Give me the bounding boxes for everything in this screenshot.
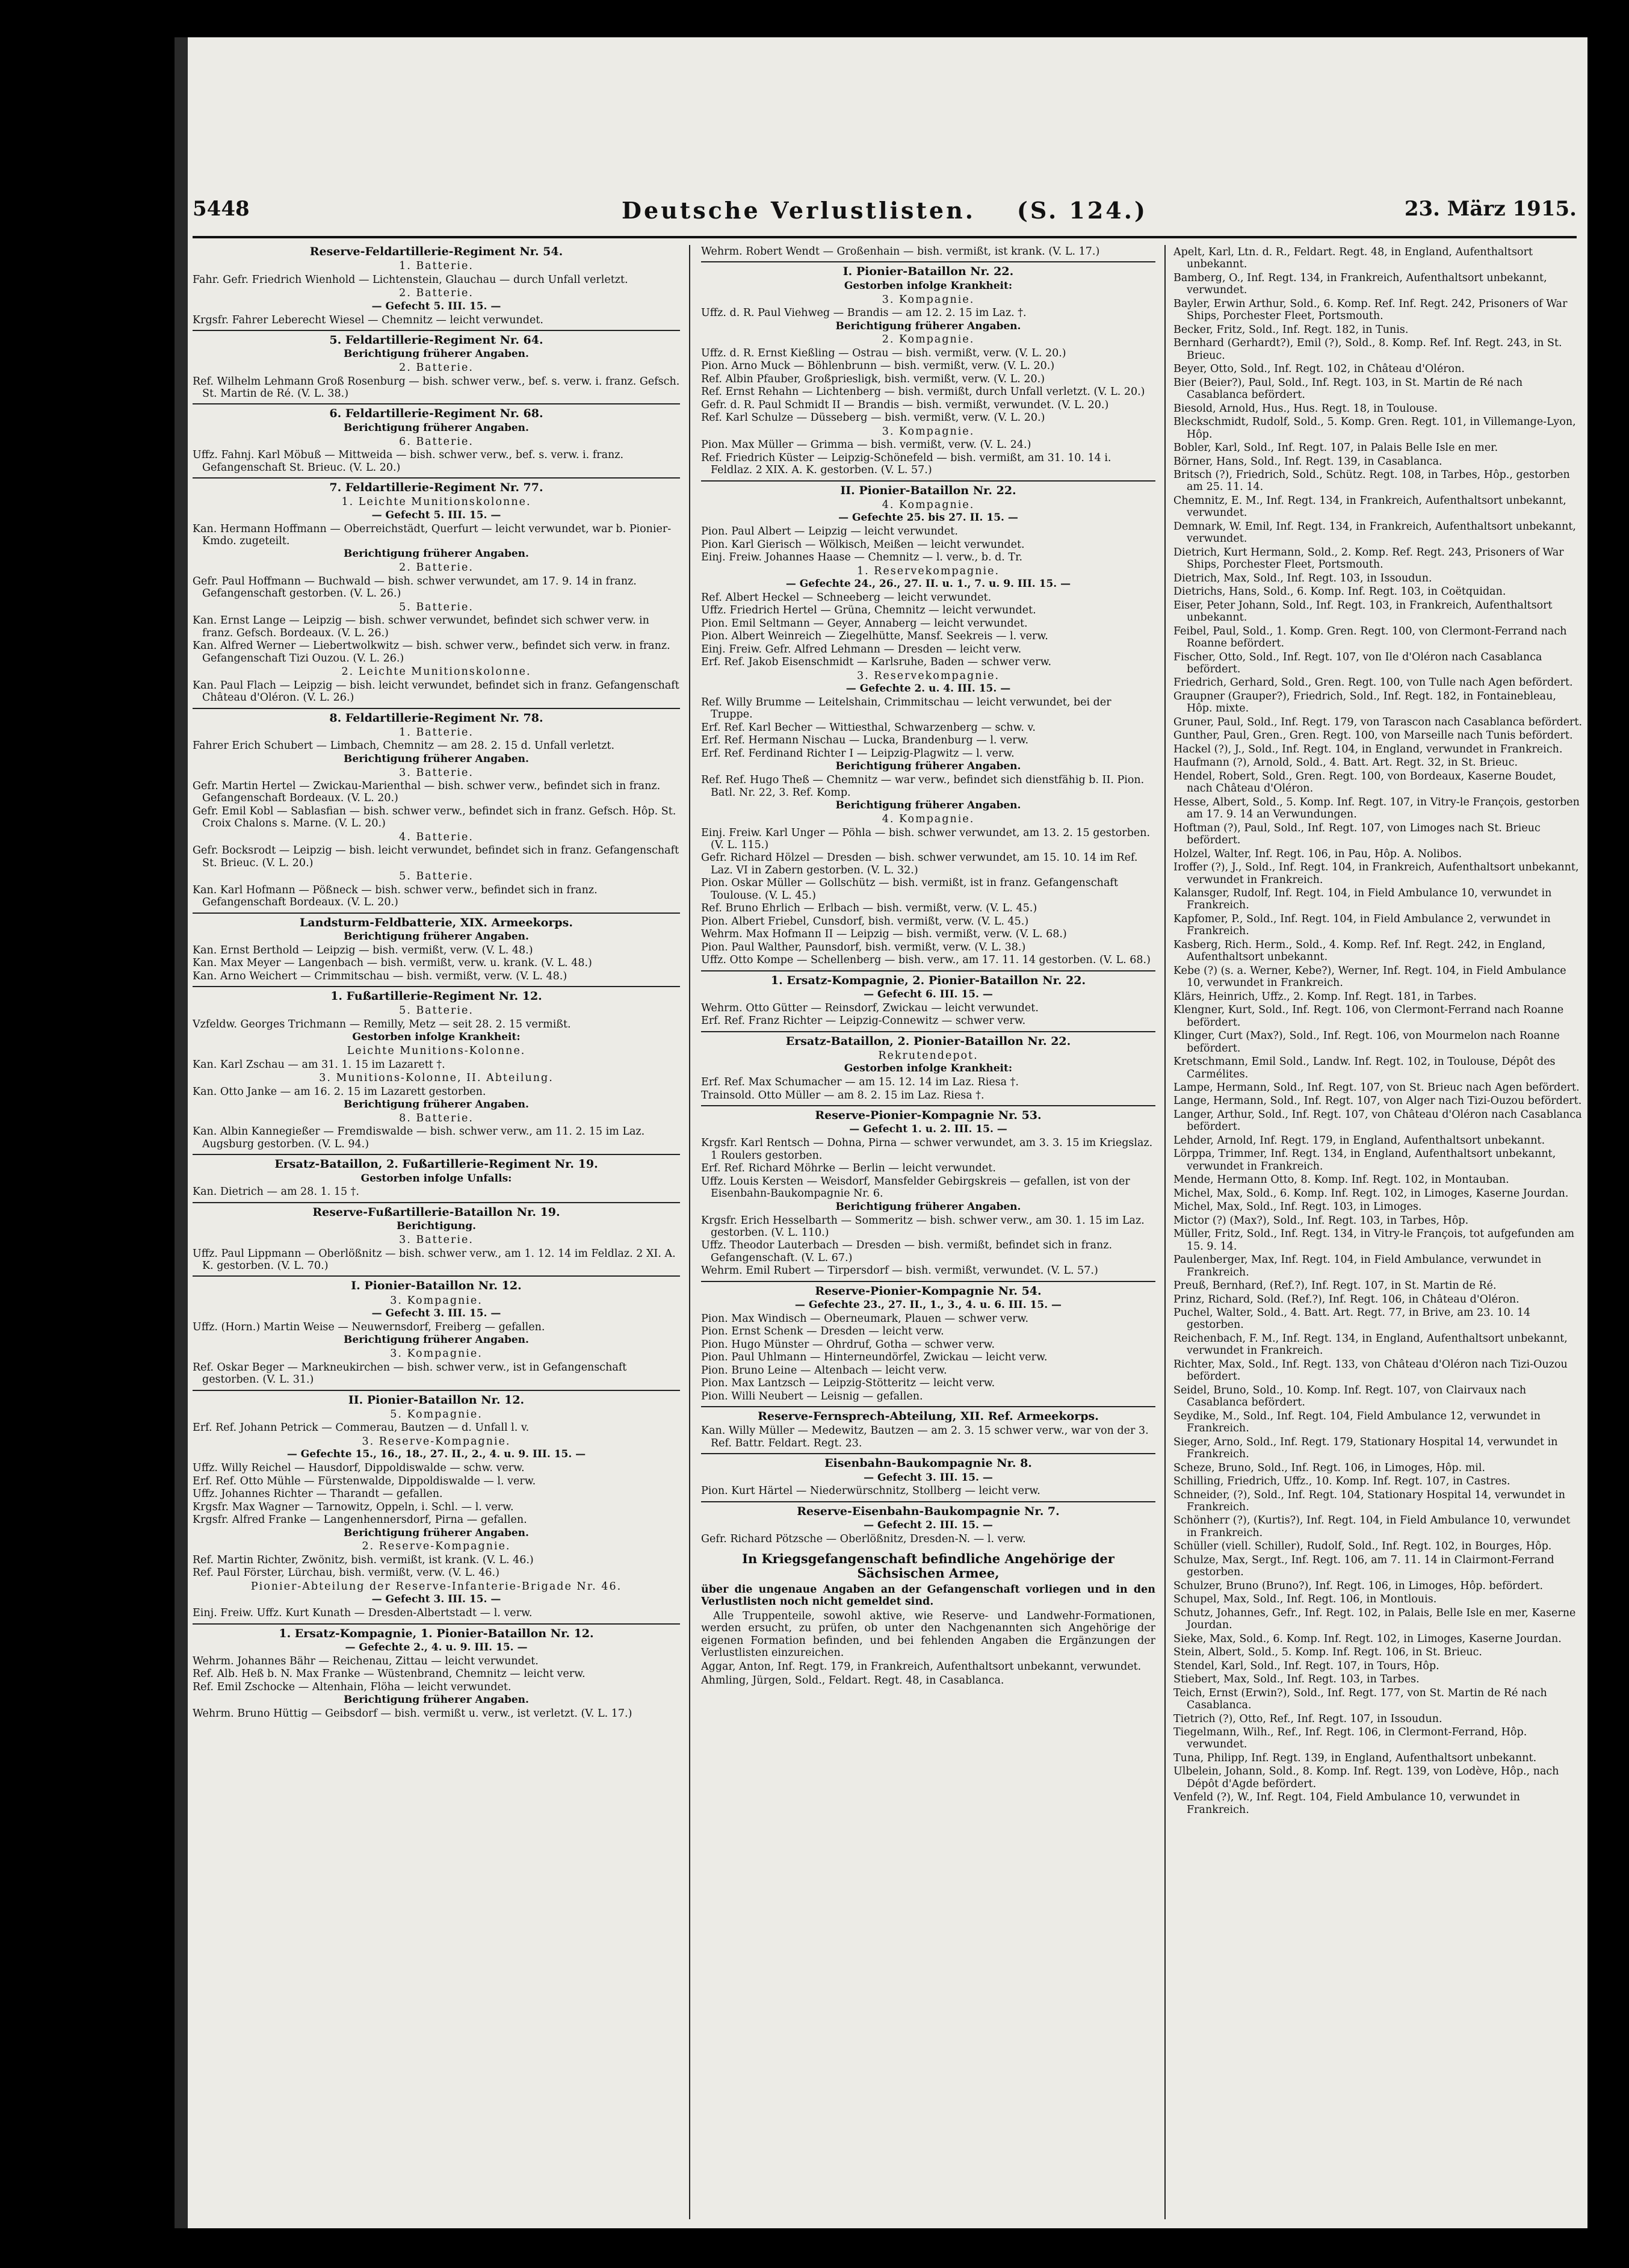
casualty-entry: Kan. Arno Weichert — Crimmitschau — bish. vermißt, verw. (V. L. 48.) — [193, 970, 567, 982]
casualty-entry: Gefr. Richard Hölzel — Dresden — bish. schwer verwundet, am 15. 10. 14 im Ref. Laz. VI in Zabern gestorben. (V. L. 32.) — [701, 852, 1138, 876]
subheading: Berichtigung früherer Angaben. — [344, 1334, 529, 1346]
casualty-entry: Vzfeldw. Georges Trichmann — Remilly, Metz — seit 28. 2. 15 vermißt. — [193, 1018, 571, 1030]
list-item: Scheze, Bruno, Sold., Inf. Regt. 106, in Limoges, Hôp. mil. — [1173, 1461, 1486, 1474]
casualty-entry: Uffz. Theodor Lauterbach — Dresden — bish. vermißt, befindet sich in franz. Gefangenschaft. (V. L. 67.) — [701, 1239, 1113, 1264]
list-item: Bleckschmidt, Rudolf, Sold., 5. Komp. Gren. Regt. 101, in Villemange-Lyon, Hôp. — [1173, 416, 1576, 441]
list-item: Kebe (?) (s. a. Werner, Kebe?), Werner, Inf. Regt. 104, in Field Ambulance 10, verwundet in Frankreich. — [1173, 964, 1566, 990]
unit-heading: Ersatz-Bataillon, 2. Fußartillerie-Regiment Nr. 19. — [193, 1154, 680, 1171]
subheading: Berichtigung früherer Angaben. — [344, 752, 529, 765]
casualty-entry: Ref. Martin Richter, Zwönitz, bish. vermißt, ist krank. (V. L. 46.) — [193, 1554, 534, 1566]
subunit-label: 5. Batterie. — [399, 1005, 474, 1017]
unit-heading: Reserve-Pionier-Kompagnie Nr. 53. — [701, 1105, 1155, 1122]
subheading: — Gefechte 2., 4. u. 9. III. 15. — — [345, 1641, 528, 1653]
list-item: Lörppa, Trimmer, Inf. Regt. 134, in England, Aufenthaltsort unbekannt, verwundet in Frankreich. — [1173, 1148, 1556, 1173]
subunit-label: 2. Kompagnie. — [882, 333, 975, 346]
casualty-entry: Uffz. Johannes Richter — Tharandt — gefallen. — [193, 1488, 443, 1501]
subunit-label: 2. Batterie. — [399, 362, 474, 374]
casualty-entry: Wehrm. Bruno Hüttig — Geibsdorf — bish. vermißt u. verw., ist verletzt. (V. L. 17.) — [193, 1708, 632, 1720]
subunit-label: 1. Batterie. — [399, 726, 474, 739]
list-item: Stendel, Karl, Sold., Inf. Regt. 107, in Tours, Hôp. — [1173, 1659, 1439, 1672]
list-item: Ulbelein, Johann, Sold., 8. Komp. Inf. Regt. 139, von Lodève, Hôp., nach Dépôt d'Agde befördert. — [1173, 1765, 1559, 1790]
casualty-entry: Pion. Max Lantzsch — Leipzig-Stötteritz — leicht verw. — [701, 1377, 995, 1390]
list-item: Klinger, Curt (Max?), Sold., Inf. Regt. 106, von Mourmelon nach Roanne befördert. — [1173, 1030, 1560, 1055]
subunit-label: 5. Kompagnie. — [390, 1408, 483, 1421]
column-2 — [701, 245, 1155, 2219]
page-header — [193, 197, 1577, 232]
casualty-entry: Erf. Ref. Ferdinand Richter I — Leipzig-Plagwitz — l. verw. — [701, 747, 1015, 760]
list-item: Richter, Max, Sold., Inf. Regt. 133, von Château d'Oléron nach Tizi-Ouzou befördert. — [1173, 1358, 1568, 1383]
casualty-entry: Pion. Ernst Schenk — Dresden — leicht verw. — [701, 1325, 944, 1338]
casualty-entry: Trainsold. Otto Müller — am 8. 2. 15 im Laz. Riesa †. — [701, 1089, 985, 1101]
subunit-label: 3. Kompagnie. — [390, 1294, 483, 1307]
casualty-entry: Kan. Ernst Berthold — Leipzig — bish. vermißt, verw. (V. L. 48.) — [193, 944, 533, 956]
casualty-entry: Pion. Paul Uhlmann — Hinterneundörfel, Zwickau — leicht verw. — [701, 1351, 1048, 1364]
page-edge — [175, 37, 188, 2228]
subunit-label: 4. Batterie. — [399, 831, 474, 843]
casualty-entry: Pion. Willi Neubert — Leisnig — gefallen. — [701, 1390, 923, 1402]
subheading: — Gefechte 15., 16., 18., 27. II., 2., 4. u. 9. III. 15. — — [286, 1448, 586, 1461]
list-item: Bayler, Erwin Arthur, Sold., 6. Komp. Ref. Inf. Regt. 242, Prisoners of War Ships, Porchester Fleet, Portsmouth. — [1173, 297, 1568, 323]
subunit-label: 3. Kompagnie. — [882, 425, 975, 438]
list-item: Lange, Hermann, Sold., Inf. Regt. 107, von Alger nach Tizi-Ouzou befördert. — [1173, 1095, 1582, 1108]
list-item: Preuß, Bernhard, (Ref.?), Inf. Regt. 107, in St. Martin de Ré. — [1173, 1280, 1497, 1292]
casualty-entry: Erf. Ref. Karl Becher — Wittiesthal, Schwarzenberg — schw. v. — [701, 721, 1036, 734]
list-item: Schulzer, Bruno (Bruno?), Inf. Regt. 106, in Limoges, Hôp. befördert. — [1173, 1579, 1544, 1592]
list-item: Puchel, Walter, Sold., 4. Batt. Art. Regt. 77, in Brive, am 23. 10. 14 gestorben. — [1173, 1306, 1531, 1331]
casualty-entry: Wehrm. Max Hofmann II — Leipzig — bish. vermißt, verw. (V. L. 68.) — [701, 928, 1067, 941]
unit-heading: Reserve-Pionier-Kompagnie Nr. 54. — [701, 1281, 1155, 1298]
unit-heading: I. Pionier-Bataillon Nr. 22. — [701, 261, 1155, 278]
subunit-label: Pionier-Abteilung der Reserve-Infanterie-Brigade Nr. 46. — [250, 1580, 622, 1593]
subheading: — Gefechte 25. bis 27. II. 15. — — [838, 512, 1018, 524]
subheading: Berichtigung früherer Angaben. — [835, 1200, 1021, 1213]
casualty-entry: Uffz. Louis Kersten — Weisdorf, Mansfelder Gebirgskreis — gefallen, ist von der Eisenbahn-Baukompagnie Nr. 6. — [701, 1175, 1130, 1200]
unit-heading: Reserve-Fernsprech-Abteilung, XII. Ref. Armeekorps. — [701, 1406, 1155, 1423]
subunit-label: 1. Leichte Munitionskolonne. — [341, 496, 531, 509]
casualty-entry: Ref. Albert Heckel — Schneeberg — leicht verwundet. — [701, 591, 992, 604]
casualty-entry: Wehrm. Emil Rubert — Tirpersdorf — bish. vermißt, verwundet. (V. L. 57.) — [701, 1265, 1098, 1277]
casualty-entry: Fahrer Erich Schubert — Limbach, Chemnitz — am 28. 2. 15 d. Unfall verletzt. — [193, 740, 615, 752]
casualty-entry: Einj. Freiw. Johannes Haase — Chemnitz — l. verw., b. d. Tr. — [701, 551, 1023, 564]
casualty-entry: Pion. Paul Walther, Paunsdorf, bish. vermißt, verw. (V. L. 38.) — [701, 941, 1026, 953]
list-item: Klengner, Kurt, Sold., Inf. Regt. 106, von Clermont-Ferrand nach Roanne befördert. — [1173, 1004, 1564, 1029]
notice-body: Alle Truppenteile, sowohl aktive, wie Reserve- und Landwehr-Formationen, werden ersucht, zu prüfen, ob unter den Nachgenannten sich Angehörige der eigenen Formation befinden, und bei fehlenden Angaben die Ergänzungen der Verlustlisten einzureichen. — [701, 1610, 1155, 1659]
list-item: Bobler, Karl, Sold., Inf. Regt. 107, in Palais Belle Isle en mer. — [1173, 442, 1498, 454]
casualty-entry: Kan. Willy Müller — Medewitz, Bautzen — am 2. 3. 15 schwer verw., war von der 3. Ref. Battr. Feldart. Regt. 23. — [701, 1425, 1149, 1449]
subunit-label: 5. Batterie. — [399, 870, 474, 883]
casualty-entry: Erf. Ref. Max Schumacher — am 15. 12. 14 im Laz. Riesa †. — [701, 1076, 1019, 1089]
list-item: Schutz, Johannes, Gefr., Inf. Regt. 102, in Palais, Belle Isle en mer, Kaserne Jourdan. — [1173, 1606, 1576, 1632]
casualty-entry: Pion. Arno Muck — Böhlenbrunn — bish. vermißt, verw. (V. L. 20.) — [701, 360, 1055, 373]
list-item: Kasberg, Rich. Herm., Sold., 4. Komp. Ref. Inf. Regt. 242, in England, Aufenthaltsort unbekannt. — [1173, 938, 1546, 964]
casualty-entry: Erf. Ref. Jakob Eisenschmidt — Karlsruhe, Baden — schwer verw. — [701, 656, 1052, 669]
casualty-entry: Pion. Bruno Leine — Altenbach — leicht verw. — [701, 1364, 947, 1377]
casualty-entry: Erf. Ref. Franz Richter — Leipzig-Connewitz — schwer verw. — [701, 1015, 1026, 1027]
casualty-entry: Uffz. d. R. Paul Viehweg — Brandis — am 12. 2. 15 im Laz. †. — [701, 307, 1027, 320]
pow-notice — [701, 1552, 1155, 1687]
casualty-entry: Gefr. d. R. Paul Schmidt II — Brandis — bish. vermißt, verwundet. (V. L. 20.) — [701, 398, 1109, 411]
casualty-entry: Gefr. Emil Kobl — Sablasfian — bish. schwer verw., befindet sich in franz. Gefsch. Hôp. St. Croix Chalons s. Marne. (V. L. 20.) — [193, 805, 676, 830]
casualty-entry: Erf. Ref. Richard Möhrke — Berlin — leicht verwundet. — [701, 1162, 996, 1175]
subunit-label: 2. Batterie. — [399, 287, 474, 300]
list-item: Demnark, W. Emil, Inf. Regt. 134, in Frankreich, Aufenthaltsort unbekannt, verwundet. — [1173, 520, 1576, 545]
casualty-entry: Kan. Albin Kannegießer — Fremdiswalde — bish. schwer verw., am 11. 2. 15 im Laz. Augsburg gestorben. (V. L. 94.) — [193, 1126, 645, 1150]
casualty-entry: Pion. Kurt Härtel — Niederwürschnitz, Stollberg — leicht verw. — [701, 1485, 1040, 1498]
list-item: Chemnitz, E. M., Inf. Regt. 134, in Frankreich, Aufenthaltsort unbekannt, verwundet. — [1173, 494, 1566, 519]
list-item: Iroffer (?), J., Sold., Inf. Regt. 104, in Frankreich, Aufenthaltsort unbekannt, verwundet in Frankreich. — [1173, 861, 1579, 886]
casualty-entry: Kan. Karl Hofmann — Pößneck — bish. schwer verw., befindet sich in franz. Gefangenschaft Bordeaux. (V. L. 20.) — [193, 884, 598, 909]
subheading: Gestorben infolge Krankheit: — [844, 1062, 1013, 1075]
notice-title: In Kriegsgefangenschaft befindliche Angehörige der Sächsischen Armee, — [742, 1551, 1114, 1581]
list-item: Schneider, (?), Sold., Inf. Regt. 104, Stationary Hospital 14, verwundet in Frankreich. — [1173, 1489, 1566, 1513]
casualty-entry: Pion. Karl Gierisch — Wölkisch, Meißen — leicht verwundet. — [701, 538, 1025, 551]
subunit-label: 3. Kompagnie. — [390, 1348, 483, 1360]
unit-heading: Ersatz-Bataillon, 2. Pionier-Bataillon Nr. 22. — [701, 1031, 1155, 1048]
casualty-entry: Erf. Ref. Otto Mühle — Fürstenwalde, Dippoldiswalde — l. verw. — [193, 1475, 536, 1487]
casualty-entry: Pion. Oskar Müller — Gollschütz — bish. vermißt, ist in franz. Gefangenschaft Toulouse. (V. L. 45.) — [701, 877, 1118, 902]
subheading: — Gefecht 3. III. 15. — — [371, 1307, 501, 1320]
subheading: Berichtigung früherer Angaben. — [344, 348, 529, 361]
subunit-label: 3. Batterie. — [399, 766, 474, 779]
list-item: Schulze, Max, Sergt., Inf. Regt. 106, am 7. 11. 14 in Clairmont-Ferrand gestorben. — [1173, 1554, 1554, 1579]
list-item: Schüller (viell. Schiller), Rudolf, Sold., Inf. Regt. 102, in Bourges, Hôp. — [1173, 1540, 1552, 1553]
subunit-label: Leichte Munitions-Kolonne. — [347, 1045, 526, 1058]
list-item: Aggar, Anton, Inf. Regt. 179, in Frankreich, Aufenthaltsort unbekannt, verwundet. — [701, 1661, 1142, 1673]
notice-subtitle: über die ungenaue Angaben an der Gefangenschaft vorliegen und in den Verlustlisten noch nicht gemeldet sind. — [701, 1583, 1155, 1608]
casualty-entry: Einj. Freiw. Uffz. Kurt Kunath — Dresden-Albertstadt — l. verw. — [193, 1607, 533, 1620]
unit-heading: 1. Ersatz-Kompagnie, 1. Pionier-Bataillon Nr. 12. — [193, 1623, 680, 1640]
column-1 — [193, 245, 680, 2219]
unit-heading: Reserve-Eisenbahn-Baukompagnie Nr. 7. — [701, 1501, 1155, 1518]
subheading: Berichtigung früherer Angaben. — [835, 799, 1021, 812]
unit-heading: Reserve-Fußartillerie-Bataillon Nr. 19. — [193, 1202, 680, 1219]
casualty-entry: Krgsfr. Karl Rentsch — Dohna, Pirna — schwer verwundet, am 3. 3. 15 im Kriegslaz. 1 Roulers gestorben. — [701, 1137, 1153, 1162]
subheading: — Gefecht 5. III. 15. — — [371, 300, 501, 312]
issue-number: (S. 124.) — [1016, 197, 1148, 224]
list-item: Beyer, Otto, Sold., Inf. Regt. 102, in Château d'Oléron. — [1173, 363, 1465, 376]
casualty-entry: Krgsfr. Fahrer Leberecht Wiesel — Chemnitz — leicht verwundet. — [193, 314, 543, 326]
casualty-entry: Ref. Ref. Hugo Theß — Chemnitz — war verw., befindet sich dienstfähig b. II. Pion. Batl. Nr. 22, 3. Ref. Komp. — [701, 774, 1145, 799]
subunit-label: 2. Batterie. — [399, 562, 474, 574]
casualty-entry: Ref. Emil Zschocke — Altenhain, Flöha — leicht verwundet. — [193, 1681, 512, 1693]
unit-heading: II. Pionier-Bataillon Nr. 22. — [701, 480, 1155, 497]
unit-heading: Reserve-Feldartillerie-Regiment Nr. 54. — [309, 245, 563, 258]
list-item: Bamberg, O., Inf. Regt. 134, in Frankreich, Aufenthaltsort unbekannt, verwundet. — [1173, 271, 1547, 297]
casualty-entry: Ref. Friedrich Küster — Leipzig-Schönefeld — bish. vermißt, am 31. 10. 14 i. Feldlaz. 2 XIX. A. K. gestorben. (V. L. 57.) — [701, 451, 1111, 477]
column-2-entries — [701, 246, 1155, 1546]
list-item: Langer, Arthur, Sold., Inf. Regt. 107, von Château d'Oléron nach Casablanca befördert. — [1173, 1108, 1582, 1133]
list-item: Bier (Beier?), Paul, Sold., Inf. Regt. 103, in St. Martin de Ré nach Casablanca befördert. — [1173, 376, 1523, 401]
subunit-label: 8. Batterie. — [399, 1112, 474, 1124]
list-item: Tietrich (?), Otto, Ref., Inf. Regt. 107, in Issoudun. — [1173, 1712, 1442, 1725]
casualty-entry: Uffz. (Horn.) Martin Weise — Neuwernsdorf, Freiberg — gefallen. — [193, 1321, 545, 1333]
column-divider — [1164, 245, 1166, 2219]
subunit-label: 3. Reservekompagnie. — [856, 669, 1000, 682]
casualty-entry: Kan. Karl Zschau — am 31. 1. 15 im Lazarett †. — [193, 1058, 445, 1071]
casualty-entry: Krgsfr. Alfred Franke — Langenhennersdorf, Pirna — gefallen. — [193, 1514, 527, 1526]
subunit-label: 3. Kompagnie. — [882, 293, 975, 306]
list-item: Hendel, Robert, Sold., Gren. Regt. 100, von Bordeaux, Kaserne Boudet, nach Château d'Oléron. — [1173, 770, 1556, 795]
list-item: Mende, Hermann Otto, 8. Komp. Inf. Regt. 102, in Montauban. — [1173, 1174, 1509, 1186]
casualty-entry: Ref. Paul Förster, Lürchau, bish. vermißt, verw. (V. L. 46.) — [193, 1567, 499, 1579]
subunit-label: 4. Kompagnie. — [882, 498, 975, 511]
list-item: Venfeld (?), W., Inf. Regt. 104, Field Ambulance 10, verwundet in Frankreich. — [1173, 1791, 1520, 1816]
subunit-label: 1. Batterie. — [399, 260, 474, 273]
list-item: Britsch (?), Friedrich, Sold., Schütz. Regt. 108, in Tarbes, Hôp., gestorben am 25. 11. 14. — [1173, 468, 1570, 494]
list-item: Biesold, Arnold, Hus., Hus. Regt. 18, in Toulouse. — [1173, 402, 1438, 415]
subunit-label: 2. Leichte Munitionskolonne. — [341, 666, 531, 678]
casualty-entry: Kan. Max Meyer — Langenbach — bish. vermißt, verw. u. krank. (V. L. 48.) — [193, 957, 592, 970]
list-item: Schönherr (?), (Kurtis?), Inf. Regt. 104, in Field Ambulance 10, verwundet in Frankreich. — [1173, 1514, 1571, 1539]
subunit-label: 3. Munitions-Kolonne, II. Abteilung. — [319, 1072, 554, 1085]
casualty-entry: Krgsfr. Max Wagner — Tarnowitz, Oppeln, i. Schl. — l. verw. — [193, 1501, 514, 1513]
casualty-entry: Ref. Albin Pfauber, Großpriesligk, bish. vermißt, verw. (V. L. 20.) — [701, 373, 1045, 385]
casualty-entry: Fahr. Gefr. Friedrich Wienhold — Lichtenstein, Glauchau — durch Unfall verletzt. — [193, 273, 628, 286]
subheading: Gestorben infolge Krankheit: — [352, 1031, 521, 1044]
list-item: Reichenbach, F. M., Inf. Regt. 134, in England, Aufenthaltsort unbekannt, verwundet in Frankreich. — [1173, 1332, 1568, 1357]
casualty-entry: Uffz. Paul Lippmann — Oberlößnitz — bish. schwer verw., am 1. 12. 14 im Feldlaz. 2 XI. A. K. gestorben. (V. L. 70.) — [193, 1247, 676, 1272]
list-item: Teich, Ernst (Erwin?), Sold., Inf. Regt. 177, von St. Martin de Ré nach Casablanca. — [1173, 1687, 1547, 1712]
list-item: Apelt, Karl, Ltn. d. R., Feldart. Regt. 48, in England, Aufenthaltsort unbekannt. — [1173, 246, 1533, 271]
casualty-entry: Kan. Alfred Werner — Liebertwolkwitz — bish. schwer verw., befindet sich verw. in franz. Gefangenschaft Tizi Ouzou. (V. L. 26.) — [193, 640, 670, 665]
subunit-label: 6. Batterie. — [399, 435, 474, 448]
casualty-entry: Erf. Ref. Johann Petrick — Commerau, Bautzen — d. Unfall l. v. — [193, 1422, 530, 1434]
subunit-label: 4. Kompagnie. — [882, 813, 975, 826]
list-item: Hoftman (?), Paul, Sold., Inf. Regt. 107, von Limoges nach St. Brieuc befördert. — [1173, 822, 1541, 847]
header-rule — [193, 236, 1577, 238]
list-item: Mictor (?) (Max?), Sold., Inf. Regt. 103, in Tarbes, Hôp. — [1173, 1214, 1469, 1227]
casualty-entry: Pion. Max Windisch — Oberneumark, Plauen — schwer verw. — [701, 1312, 1029, 1325]
casualty-entry: Ref. Karl Schulze — Düsseberg — bish. vermißt, verw. (V. L. 20.) — [701, 412, 1045, 424]
issue-date: 23. März 1915. — [1404, 197, 1577, 221]
page-title: Deutsche Verlustlisten. — [622, 197, 975, 224]
subunit-label: 3. Batterie. — [399, 1234, 474, 1247]
casualty-entry: Pion. Albert Friebel, Cunsdorf, bish. vermißt, verw. (V. L. 45.) — [701, 915, 1029, 928]
list-item: Müller, Fritz, Sold., Inf. Regt. 134, in Vitry-le François, tot aufgefunden am 15. 9. 14. — [1173, 1228, 1575, 1253]
unit-heading: 1. Ersatz-Kompagnie, 2. Pionier-Bataillon Nr. 22. — [701, 970, 1155, 987]
list-item: Börner, Hans, Sold., Inf. Regt. 139, in Casablanca. — [1173, 455, 1442, 468]
list-item: Bernhard (Gerhardt?), Emil (?), Sold., 8. Komp. Ref. Inf. Regt. 243, in St. Brieuc. — [1173, 337, 1562, 362]
list-item: Tuna, Philipp, Inf. Regt. 139, in England, Aufenthaltsort unbekannt. — [1173, 1752, 1537, 1764]
list-item: Schupel, Max, Sold., Inf. Regt. 106, in Montlouis. — [1173, 1593, 1437, 1606]
list-item: Sieger, Arno, Sold., Inf. Regt. 179, Stationary Hospital 14, verwundet in Frankreich. — [1173, 1436, 1558, 1461]
subheading: — Gefechte 23., 27. II., 1., 3., 4. u. 6. III. 15. — — [794, 1299, 1062, 1312]
casualty-entry: Ref. Alb. Heß b. N. Max Franke — Wüstenbrand, Chemnitz — leicht verw. — [193, 1668, 586, 1681]
subunit-label: 2. Reserve-Kompagnie. — [362, 1540, 511, 1553]
subheading: — Gefecht 6. III. 15. — — [864, 988, 993, 1000]
subunit-label: 1. Reservekompagnie. — [856, 565, 1000, 577]
casualty-entry: Uffz. Otto Kompe — Schellenberg — bish. verw., am 17. 11. 14 gestorben. (V. L. 68.) — [701, 954, 1151, 967]
list-item: Dietrich, Max, Sold., Inf. Regt. 103, in Issoudun. — [1173, 572, 1432, 584]
subheading: Berichtigung früherer Angaben. — [344, 548, 529, 560]
list-item: Tiegelmann, Wilh., Ref., Inf. Regt. 106, in Clermont-Ferrand, Hôp. verwundet. — [1173, 1726, 1527, 1751]
subheading: Berichtigung früherer Angaben. — [344, 1098, 529, 1111]
subheading: — Gefecht 3. III. 15. — — [864, 1471, 993, 1484]
casualty-entry: Gefr. Paul Hoffmann — Buchwald — bish. schwer verwundet, am 17. 9. 14 in franz. Gefangenschaft gestorben. (V. L. 26.) — [193, 575, 637, 600]
newspaper-page — [175, 37, 1587, 2228]
casualty-entry: Pion. Albert Weinreich — Ziegelhütte, Mansf. Seekreis — l. verw. — [701, 630, 1048, 643]
casualty-entry: Ref. Ernst Rehahn — Lichtenberg — bish. vermißt, durch Unfall verletzt. (V. L. 20.) — [701, 386, 1145, 398]
list-item: Seidel, Bruno, Sold., 10. Komp. Inf. Regt. 107, von Clairvaux nach Casablanca befördert. — [1173, 1384, 1527, 1409]
casualty-entry: Gefr. Richard Pötzsche — Oberlößnitz, Dresden-N. — l. verw. — [701, 1533, 1026, 1546]
casualty-entry: Kan. Otto Janke — am 16. 2. 15 im Lazarett gestorben. — [193, 1085, 486, 1098]
list-item: Dietrich, Kurt Hermann, Sold., 2. Komp. Ref. Regt. 243, Prisoners of War Ships, Porchester Fleet, Portsmouth. — [1173, 546, 1564, 571]
list-item: Kalansger, Rudolf, Inf. Regt. 104, in Field Ambulance 10, verwundet in Frankreich. — [1173, 887, 1552, 912]
subheading: Berichtigung früherer Angaben. — [344, 421, 529, 434]
subheading: Berichtigung früherer Angaben. — [835, 760, 1021, 773]
casualty-entry: Wehrm. Otto Gütter — Reinsdorf, Zwickau — leicht verwundet. — [701, 1002, 1039, 1014]
casualty-entry: Ref. Oskar Beger — Markneukirchen — bish. schwer verw., ist in Gefangenschaft gestorben. (V. L. 31.) — [193, 1361, 627, 1386]
list-item: Graupner (Grauper?), Friedrich, Sold., Inf. Regt. 182, in Fontainebleau, Hôp. mixte. — [1173, 690, 1556, 715]
list-item: Kapfomer, P., Sold., Inf. Regt. 104, in Field Ambulance 2, verwundet in Frankreich. — [1173, 912, 1551, 938]
unit-heading: 7. Feldartillerie-Regiment Nr. 77. — [193, 477, 680, 494]
list-item: Fischer, Otto, Sold., Inf. Regt. 107, von Ile d'Oléron nach Casablanca befördert. — [1173, 651, 1542, 675]
unit-heading: Landsturm-Feldbatterie, XIX. Armeekorps. — [193, 912, 680, 929]
casualty-entry: Gefr. Bocksrodt — Leipzig — bish. leicht verwundet, befindet sich in franz. Gefangenschaft St. Brieuc. (V. L. 20.) — [193, 844, 679, 869]
casualty-entry: Uffz. Willy Reichel — Hausdorf, Dippoldiswalde — schw. verw. — [193, 1462, 525, 1475]
list-item: Sieke, Max, Sold., 6. Komp. Inf. Regt. 102, in Limoges, Kaserne Jourdan. — [1173, 1632, 1562, 1645]
subheading: Gestorben infolge Unfalls: — [360, 1172, 512, 1185]
unit-heading: II. Pionier-Bataillon Nr. 12. — [193, 1390, 680, 1407]
list-item: Eiser, Peter Johann, Sold., Inf. Regt. 103, in Frankreich, Aufenthaltsort unbekannt. — [1173, 599, 1553, 624]
list-item: Dietrichs, Hans, Sold., 6. Komp. Inf. Regt. 103, in Coëtquidan. — [1173, 586, 1506, 598]
casualty-entry: Uffz. d. R. Ernst Kießling — Ostrau — bish. vermißt, verw. (V. L. 20.) — [701, 347, 1066, 359]
unit-heading: 5. Feldartillerie-Regiment Nr. 64. — [193, 330, 680, 347]
casualty-entry: Pion. Paul Albert — Leipzig — leicht verwundet. — [701, 525, 958, 538]
list-item: Gunther, Paul, Gren., Gren. Regt. 100, von Marseille nach Tunis befördert. — [1173, 730, 1573, 742]
list-item: Michel, Max, Sold., 6. Komp. Inf. Regt. 102, in Limoges, Kaserne Jourdan. — [1173, 1187, 1569, 1200]
list-item: Friedrich, Gerhard, Sold., Gren. Regt. 100, von Tulle nach Agen befördert. — [1173, 677, 1573, 689]
subheading: — Gefecht 5. III. 15. — — [371, 509, 501, 521]
casualty-entry: Ref. Wilhelm Lehmann Groß Rosenburg — bish. schwer verw., bef. s. verw. i. franz. Gefsch. St. Martin de Ré. (V. L. 38.) — [193, 375, 680, 400]
subheading: Gestorben infolge Krankheit: — [844, 279, 1013, 292]
casualty-entry: Pion. Hugo Münster — Ohrdruf, Gotha — schwer verw. — [701, 1338, 995, 1351]
casualty-entry: Kan. Dietrich — am 28. 1. 15 †. — [193, 1186, 359, 1198]
subunit-label: 3. Reserve-Kompagnie. — [362, 1435, 511, 1448]
subheading: — Gefecht 3. III. 15. — — [371, 1593, 501, 1606]
subheading: — Gefecht 1. u. 2. III. 15. — — [849, 1123, 1007, 1136]
list-item: Holzel, Walter, Inf. Regt. 106, in Pau, Hôp. A. Nolibos. — [1173, 847, 1462, 860]
unit-heading: 8. Feldartillerie-Regiment Nr. 78. — [193, 708, 680, 725]
list-item: Paulenberger, Max, Inf. Regt. 104, in Field Ambulance, verwundet in Frankreich. — [1173, 1254, 1542, 1278]
casualty-entry: Erf. Ref. Hermann Nischau — Lucka, Brandenburg — l. verw. — [701, 734, 1029, 747]
unit-heading: 6. Feldartillerie-Regiment Nr. 68. — [193, 403, 680, 420]
casualty-entry: Ref. Bruno Ehrlich — Erlbach — bish. vermißt, verw. (V. L. 45.) — [701, 902, 1037, 915]
casualty-entry: Einj. Freiw. Gefr. Alfred Lehmann — Dresden — leicht verw. — [701, 643, 1022, 655]
subheading: Berichtigung früherer Angaben. — [344, 1526, 529, 1539]
subunit-label: Rekrutendepot. — [878, 1049, 978, 1062]
list-item: Hesse, Albert, Sold., 5. Komp. Inf. Regt. 107, in Vitry-le François, gestorben am 17. 9. 14 an Verwundungen. — [1173, 796, 1580, 821]
list-item: Lampe, Hermann, Sold., Inf. Regt. 107, von St. Brieuc nach Agen befördert. — [1173, 1082, 1580, 1094]
list-item: Becker, Fritz, Sold., Inf. Regt. 182, in Tunis. — [1173, 323, 1409, 336]
list-item: Seydike, M., Sold., Inf. Regt. 104, Field Ambulance 12, verwundet in Frankreich. — [1173, 1410, 1541, 1435]
list-item: Ahmling, Jürgen, Sold., Feldart. Regt. 48, in Casablanca. — [701, 1674, 1004, 1687]
list-item: Michel, Max, Sold., Inf. Regt. 103, in Limoges. — [1173, 1201, 1422, 1213]
unit-heading: I. Pionier-Bataillon Nr. 12. — [193, 1275, 680, 1292]
list-item: Klärs, Heinrich, Uffz., 2. Komp. Inf. Regt. 181, in Tarbes. — [1173, 990, 1477, 1003]
casualty-entry: Kan. Ernst Lange — Leipzig — bish. schwer verwundet, befindet sich schwer verw. in franz. Gefsch. Bordeaux. (V. L. 26.) — [193, 615, 649, 639]
subunit-label: 5. Batterie. — [399, 601, 474, 613]
casualty-entry: Wehrm. Robert Wendt — Großenhain — bish. vermißt, ist krank. (V. L. 17.) — [701, 246, 1100, 258]
casualty-entry: Pion. Max Müller — Grimma — bish. vermißt, verw. (V. L. 24.) — [701, 439, 1031, 451]
casualty-entry: Krgsfr. Erich Hesselbarth — Sommeritz — bish. schwer verw., am 30. 1. 15 im Laz. gestorben. (V. L. 110.) — [701, 1214, 1145, 1239]
list-item: Kretschmann, Emil Sold., Landw. Inf. Regt. 102, in Toulouse, Dépôt des Carmélites. — [1173, 1056, 1556, 1080]
subheading: Berichtigung. — [396, 1220, 477, 1233]
casualty-entry: Kan. Hermann Hoffmann — Oberreichstädt, Querfurt — leicht verwundet, war b. Pionier-Kmdo. zugeteilt. — [193, 522, 672, 547]
list-item: Prinz, Richard, Sold. (Ref.?), Inf. Regt. 106, in Château d'Oléron. — [1173, 1293, 1519, 1306]
list-item: Haufmann (?), Arnold, Sold., 4. Batt. Art. Regt. 32, in St. Brieuc. — [1173, 757, 1518, 769]
casualty-entry: Pion. Emil Seltmann — Geyer, Annaberg — leicht verwundet. — [701, 617, 1028, 630]
casualty-entry: Gefr. Martin Hertel — Zwickau-Marienthal — bish. schwer verw., befindet sich in franz. Gefangenschaft Bordeaux. (V. L. 20.) — [193, 780, 661, 805]
page-number: 5448 — [193, 197, 250, 221]
casualty-entry: Wehrm. Johannes Bähr — Reichenau, Zittau — leicht verwundet. — [193, 1655, 539, 1667]
unit-heading: Eisenbahn-Baukompagnie Nr. 8. — [701, 1453, 1155, 1470]
subheading: — Gefechte 2. u. 4. III. 15. — — [845, 683, 1011, 695]
list-item: Lehder, Arnold, Inf. Regt. 179, in England, Aufenthaltsort unbekannt. — [1173, 1134, 1545, 1147]
casualty-entry: Kan. Paul Flach — Leipzig — bish. leicht verwundet, befindet sich in franz. Gefangenschaft Château d'Oléron. (V. L. 26.) — [193, 679, 679, 704]
subheading: Berichtigung früherer Angaben. — [344, 930, 529, 943]
casualty-entry: Uffz. Friedrich Hertel — Grüna, Chemnitz — leicht verwundet. — [701, 604, 1036, 617]
casualty-entry: Uffz. Fahnj. Karl Möbuß — Mittweida — bish. schwer verw., bef. s. verw. i. franz. Gefangenschaft St. Brieuc. (V. L. 20.) — [193, 449, 624, 474]
list-item: Hackel (?), J., Sold., Inf. Regt. 104, in England, verwundet in Frankreich. — [1173, 743, 1563, 755]
column-3 — [1173, 245, 1583, 2219]
list-item: Feibel, Paul, Sold., 1. Komp. Gren. Regt. 100, von Clermont-Ferrand nach Roanne befördert. — [1173, 625, 1567, 650]
list-item: Gruner, Paul, Sold., Inf. Regt. 179, von Tarascon nach Casablanca befördert. — [1173, 716, 1583, 728]
subheading: Berichtigung früherer Angaben. — [835, 320, 1021, 332]
subheading: — Gefechte 24., 26., 27. II. u. 1., 7. u. 9. III. 15. — — [785, 577, 1071, 590]
subheading: Berichtigung früherer Angaben. — [344, 1694, 529, 1706]
subheading: — Gefecht 2. III. 15. — — [864, 1519, 993, 1532]
casualty-entry: Ref. Willy Brumme — Leitelshain, Crimmitschau — leicht verwundet, bei der Truppe. — [701, 696, 1111, 721]
list-item: Stein, Albert, Sold., 5. Komp. Inf. Regt. 106, in St. Brieuc. — [1173, 1646, 1482, 1659]
list-item: Stiebert, Max, Sold., Inf. Regt. 103, in Tarbes. — [1173, 1673, 1420, 1686]
column-divider — [689, 245, 690, 2219]
unit-heading: 1. Fußartillerie-Regiment Nr. 12. — [193, 986, 680, 1003]
list-item: Schilling, Friedrich, Uffz., 10. Komp. Inf. Regt. 107, in Castres. — [1173, 1475, 1510, 1488]
casualty-entry: Einj. Freiw. Karl Unger — Pöhla — bish. schwer verwundet, am 13. 2. 15 gestorben. (V. L. 115.) — [701, 826, 1151, 851]
